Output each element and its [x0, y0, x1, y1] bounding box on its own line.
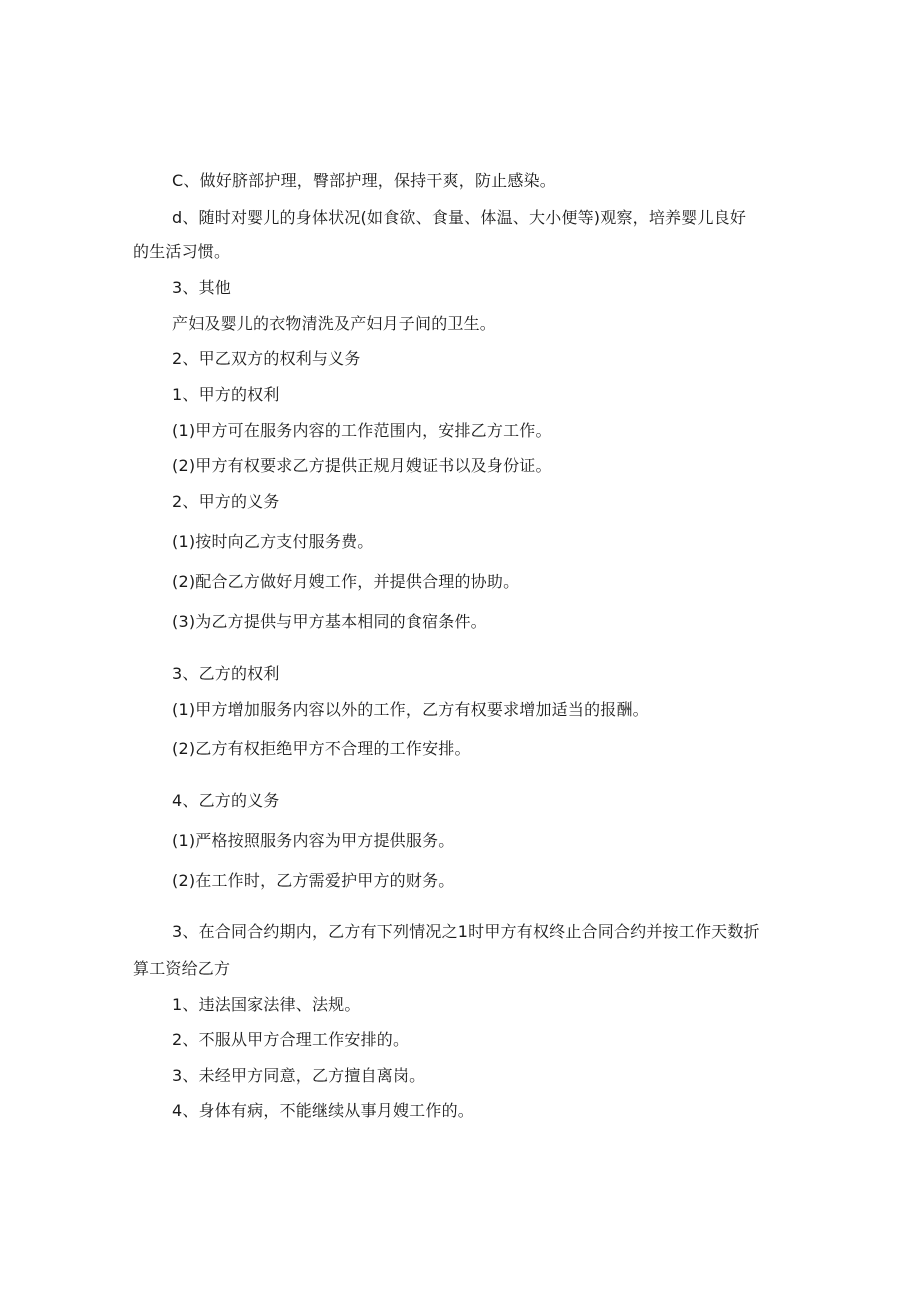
text-line: 产妇及婴儿的衣物清洗及产妇月子间的卫生。 [172, 314, 497, 333]
list-item: 1、违法国家法律、法规。 [172, 995, 361, 1014]
list-item: 2、不服从甲方合理工作安排的。 [172, 1030, 410, 1049]
text-line: 3、在合同合约期内，乙方有下列情况之1时甲方有权终止合同合约并按工作天数折 [172, 922, 760, 941]
text-line: 算工资给乙方 [133, 959, 231, 978]
section-heading: 3、其他 [172, 278, 231, 297]
text-line: (1)甲方可在服务内容的工作范围内，安排乙方工作。 [172, 421, 552, 440]
text-line: (1)甲方增加服务内容以外的工作，乙方有权要求增加适当的报酬。 [172, 700, 649, 719]
text-line: (2)甲方有权要求乙方提供正规月嫂证书以及身份证。 [172, 456, 552, 475]
section-heading: 2、甲乙双方的权利与义务 [172, 349, 361, 368]
text-line: C、做好脐部护理，臀部护理，保持干爽，防止感染。 [172, 171, 556, 190]
list-item: 4、身体有病，不能继续从事月嫂工作的。 [172, 1101, 474, 1120]
text-line: (2)乙方有权拒绝甲方不合理的工作安排。 [172, 739, 471, 758]
text-line: (3)为乙方提供与甲方基本相同的食宿条件。 [172, 612, 487, 631]
list-item: 3、未经甲方同意，乙方擅自离岗。 [172, 1066, 426, 1085]
text-line: (2)在工作时，乙方需爱护甲方的财务。 [172, 871, 455, 890]
text-line: (1)严格按照服务内容为甲方提供服务。 [172, 831, 455, 850]
section-heading: 3、乙方的权利 [172, 664, 280, 683]
text-line: (1)按时向乙方支付服务费。 [172, 532, 374, 551]
section-heading: 4、乙方的义务 [172, 791, 280, 810]
text-line: 的生活习惯。 [133, 242, 231, 261]
text-line: d、随时对婴儿的身体状况(如食欲、食量、体温、大小便等)观察，培养婴儿良好 [172, 208, 747, 227]
section-heading: 2、甲方的义务 [172, 492, 280, 511]
section-heading: 1、甲方的权利 [172, 385, 280, 404]
text-line: (2)配合乙方做好月嫂工作，并提供合理的协助。 [172, 572, 520, 591]
